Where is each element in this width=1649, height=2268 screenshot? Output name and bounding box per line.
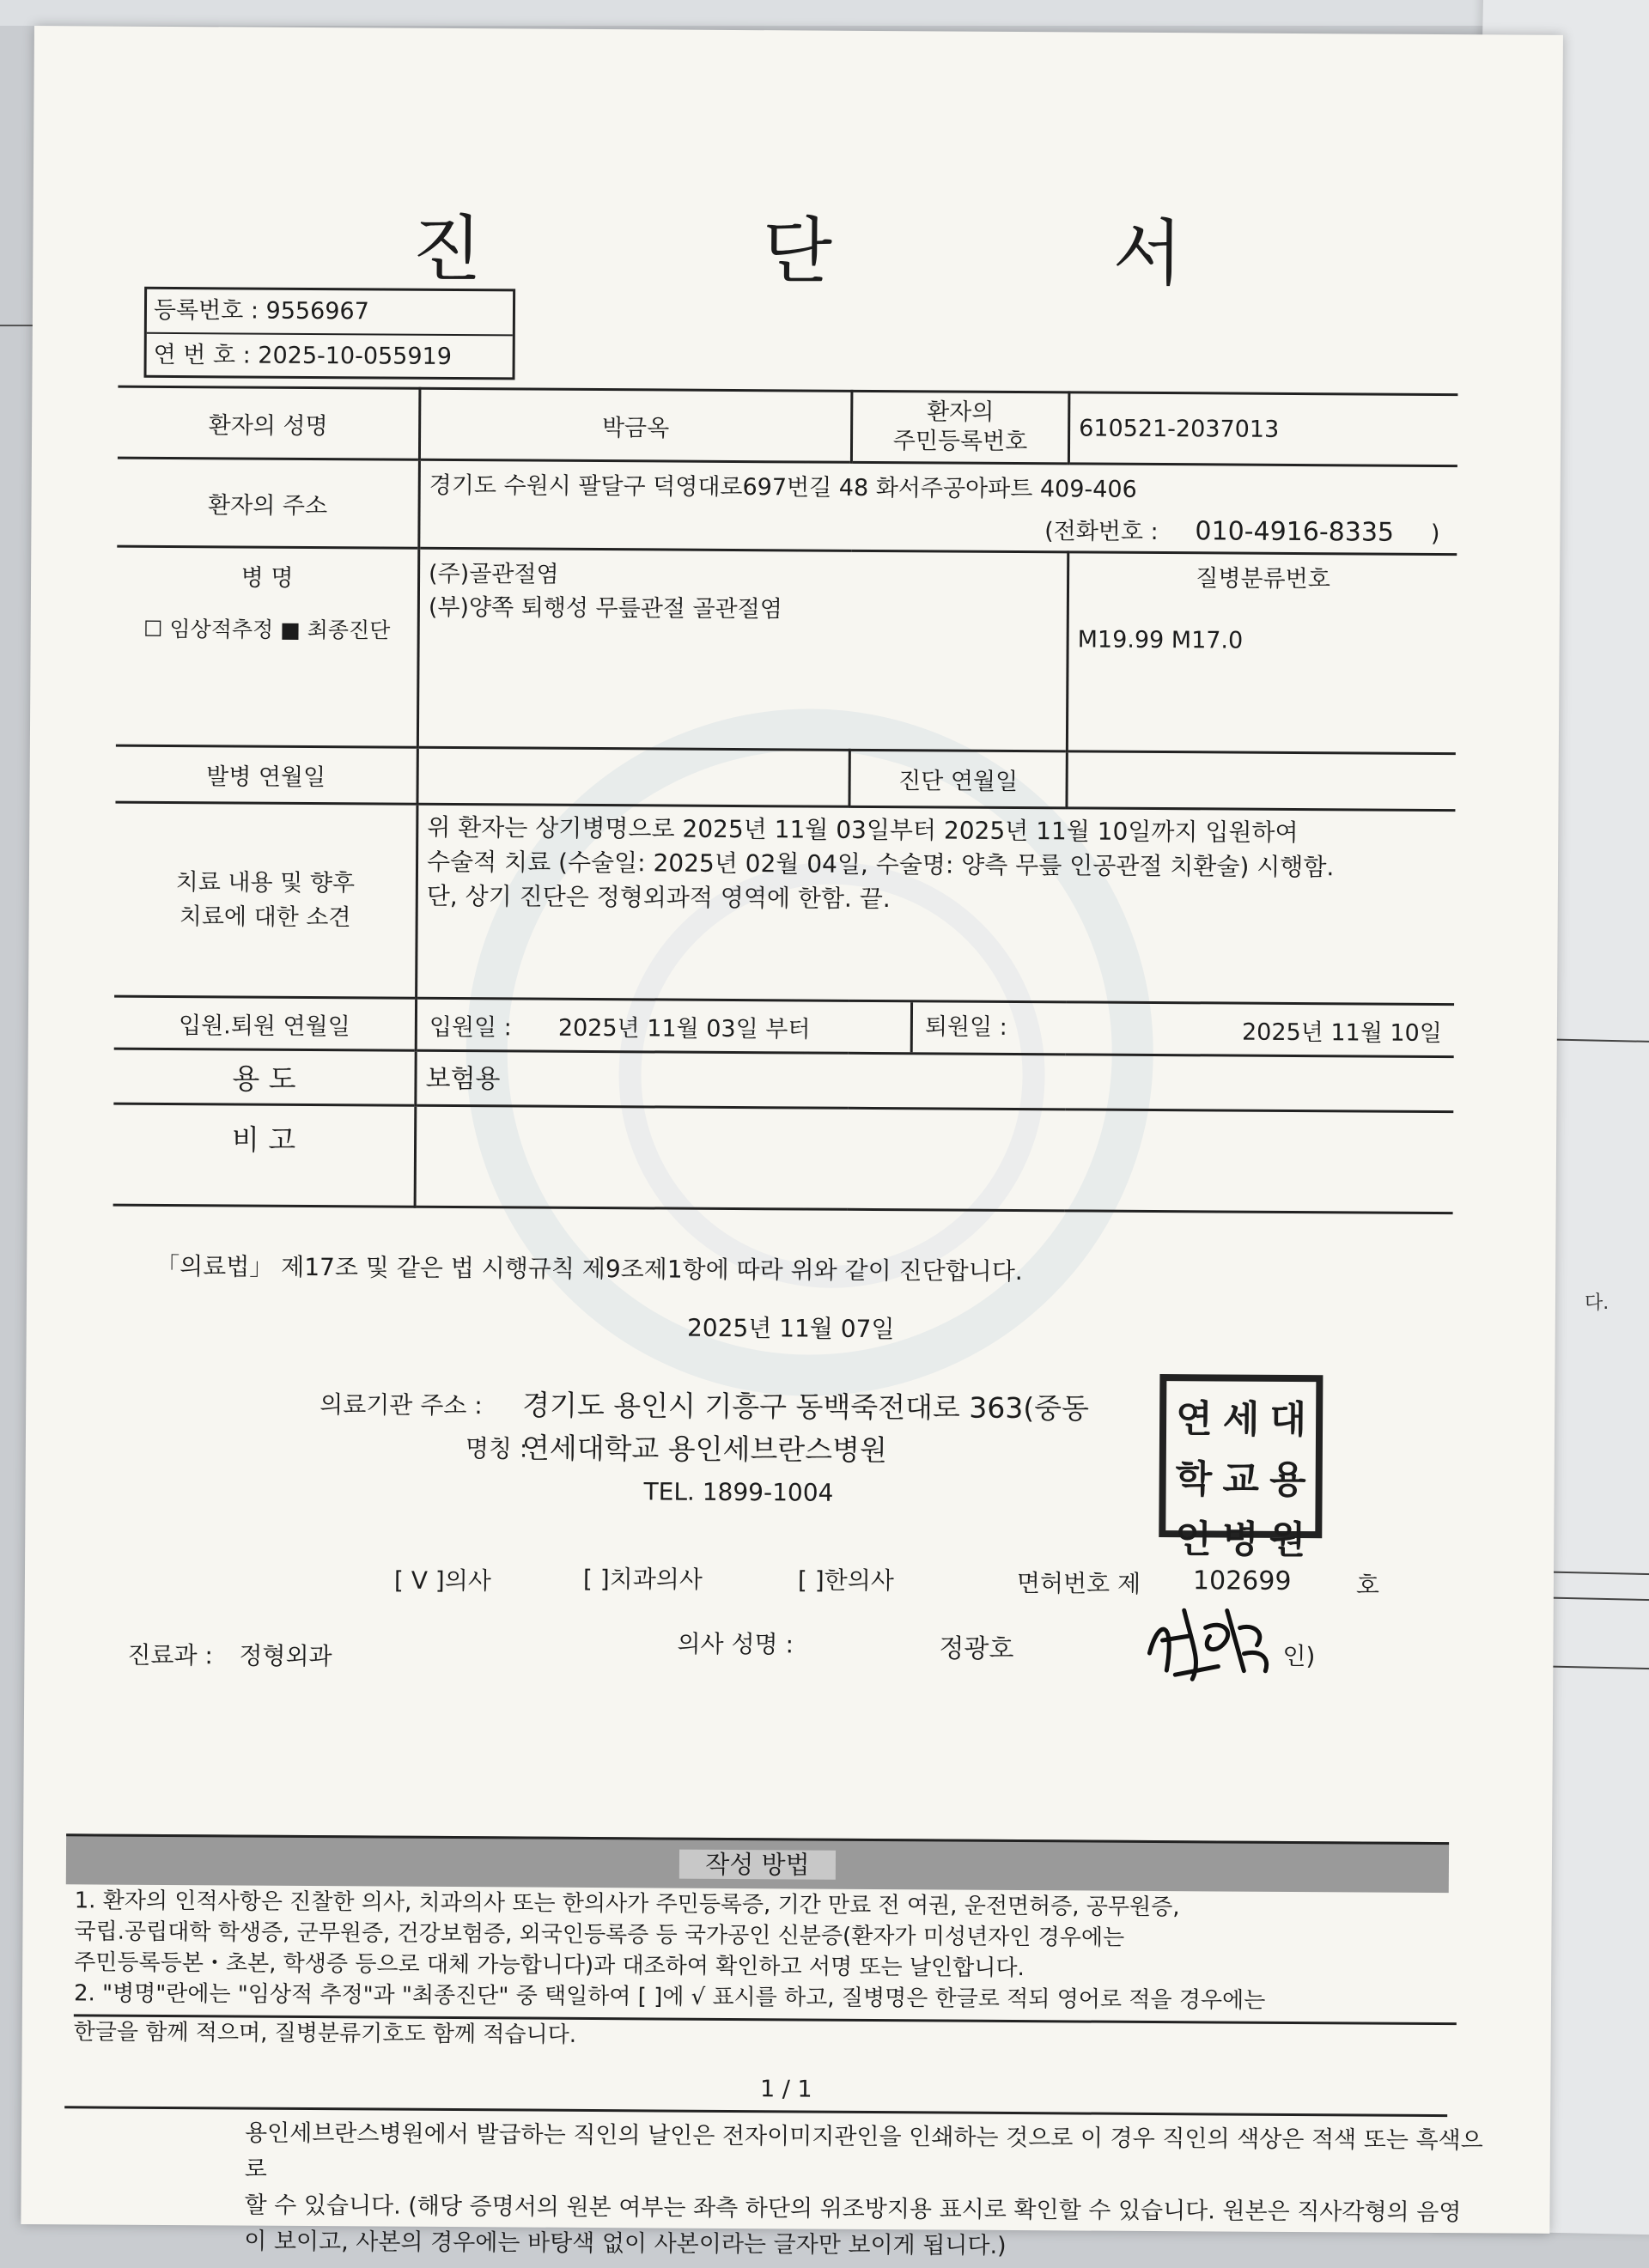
physician-label: 의사 성명 : bbox=[677, 1629, 794, 1659]
option-final-diagnosis: ■ 최종진단 bbox=[280, 617, 391, 643]
writing-guide bbox=[74, 1885, 1457, 2056]
admission-in-label: 입원일 : bbox=[429, 1013, 512, 1041]
discharge-date: 2025년 11월 10일 bbox=[1241, 1018, 1442, 1047]
diagnosis-sub: (부)양쪽 퇴행성 무릎관절 골관절염 bbox=[428, 593, 782, 623]
serial-number: 연 번 호 : 2025-10-055919 bbox=[147, 332, 513, 380]
guide-line-2: 국립.공립대학 학생증, 군무원증, 건강보험증, 외국인등록증 등 국가공인 신분증(환자가 미성년자인 경우에는 bbox=[74, 1918, 1125, 1951]
notice-line-3: 이 보이고, 사본의 경우에는 바탕색 없이 사본이라는 글자만 보이게 됩니다.) bbox=[244, 2228, 1007, 2259]
notice-line-2: 할 수 있습니다. (해당 증명서의 원본 여부는 좌측 하단의 위조방지용 표시로 확인할 수 있습니다. 원본은 직사각형의 음영 bbox=[244, 2192, 1462, 2227]
official-seal-stamp bbox=[1159, 1374, 1323, 1563]
institution-address-label: 의료기관 주소 : bbox=[319, 1390, 483, 1420]
treatment-line-1: 위 환자는 상기병명으로 2025년 11월 03일부터 2025년 11월 10일까지 입원하여 bbox=[427, 812, 1299, 848]
underlying-sheet-text: 다. bbox=[1585, 1292, 1609, 1314]
background-sheet-top bbox=[0, 0, 1649, 26]
institution-address: 경기도 용인시 기흥구 동백죽전대로 363(중동 bbox=[522, 1388, 1090, 1426]
institution-tel: TEL. 1899-1004 bbox=[643, 1477, 834, 1507]
disease-codes: M19.99 M17.0 bbox=[1077, 626, 1244, 654]
patient-name: 박금옥 bbox=[419, 388, 851, 462]
patient-address-label: 환자의 주소 bbox=[117, 458, 419, 548]
license-number-label: 면허번호 제 bbox=[1016, 1569, 1141, 1598]
patient-phone-line bbox=[429, 508, 1448, 548]
patient-phone: 010-4916-8335 bbox=[1195, 516, 1395, 548]
guide-line-4: 2. "병명"란에는 "임상적 추정"과 "최종진단" 중 택일하여 [ ]에 √ 표시를 하고, 질병명은 한글로 적되 영어로 적을 경우에는 bbox=[73, 1980, 1266, 2014]
license-doctor: [ V ]의사 bbox=[393, 1566, 491, 1596]
seal-char: 용 bbox=[1269, 1457, 1306, 1503]
admission-label: 입원.퇴원 연월일 bbox=[114, 996, 417, 1050]
purpose-value: 보험용 bbox=[416, 1050, 1454, 1111]
guide-line-3: 주민등록등본・초본, 학생증 등으로 대체 가능합니다)과 대조하여 확인하고 서명 또는 날인합니다. bbox=[74, 1949, 1025, 1982]
registration-box bbox=[143, 287, 515, 380]
diagnosis-date-label: 진단 연월일 bbox=[849, 750, 1067, 808]
phone-prefix: (전화번호 : bbox=[1044, 518, 1159, 546]
diagnosis-label-cell bbox=[116, 546, 419, 747]
license-oriental: [ ]한의사 bbox=[797, 1566, 894, 1596]
treatment-label-line-2: 치료에 대한 소견 bbox=[179, 903, 351, 931]
seal-notice bbox=[244, 2116, 1490, 2268]
phone-suffix: ) bbox=[1430, 520, 1440, 548]
diagnosis-names bbox=[417, 548, 1068, 751]
patient-address-cell bbox=[419, 459, 1457, 554]
seal-char: 원 bbox=[1269, 1517, 1306, 1563]
disease-code-label: 질병분류번호 bbox=[1196, 565, 1330, 593]
writing-guide-header bbox=[66, 1833, 1449, 1893]
patient-address: 경기도 수원시 팔달구 덕영대로697번길 48 화서주공아파트 409-406 bbox=[429, 471, 1137, 503]
remarks-value bbox=[415, 1105, 1453, 1213]
treatment-opinion bbox=[417, 804, 1456, 1004]
seal-char: 교 bbox=[1222, 1457, 1260, 1502]
license-dentist: [ ]치과의사 bbox=[582, 1564, 703, 1594]
guide-line-5: 한글을 함께 적으며, 질병분류기호도 함께 적습니다. bbox=[74, 2014, 1457, 2056]
diagnosis-date bbox=[1067, 751, 1456, 811]
page-number: 1 / 1 bbox=[759, 2076, 812, 2103]
license-suffix: 호 bbox=[1355, 1571, 1380, 1600]
diagnosis-label: 병 명 bbox=[240, 564, 294, 592]
diagnosis-certificate bbox=[21, 26, 1563, 2259]
diagnosis-main: (주)골관절염 bbox=[429, 560, 559, 588]
remarks-label: 비 고 bbox=[113, 1104, 416, 1207]
notice-line-1: 용인세브란스병원에서 발급하는 직인의 날인은 전자이미지관인을 인쇄하는 것으로 이 경우 직인의 색상은 적색 또는 흑색으로 bbox=[244, 2119, 1483, 2183]
guide-line-1: 1. 환자의 인적사항은 진찰한 의사, 치과의사 또는 한의사가 주민등록증, 기간 만료 전 여권, 운전면허증, 공무원증, bbox=[74, 1888, 1180, 1921]
treatment-label-cell bbox=[114, 802, 417, 998]
document-title: 진 단 서 bbox=[411, 206, 1312, 297]
rrn-label-line-1: 환자의 bbox=[927, 398, 995, 426]
institution-name-label: 명칭 : bbox=[465, 1434, 528, 1463]
writing-guide-title: 작성 방법 bbox=[679, 1850, 835, 1880]
institution-name: 연세대학교 용인세브란스병원 bbox=[521, 1431, 887, 1468]
admission-in-date: 2025년 11월 03일 부터 bbox=[557, 1014, 811, 1043]
treatment-line-3: 단, 상기 진단은 정형외과적 영역에 한함. 끝. bbox=[426, 881, 891, 914]
onset-date bbox=[417, 747, 849, 806]
physician-signature bbox=[1141, 1593, 1287, 1688]
legal-statement: 「의료법」 제17조 및 같은 법 시행규칙 제9조제1항에 따라 위와 같이 진단합니다. bbox=[155, 1251, 1023, 1286]
department-value: 정형외과 bbox=[239, 1641, 332, 1671]
rrn-label-line-2: 주민등록번호 bbox=[892, 428, 1028, 456]
seal-suffix: 인) bbox=[1282, 1641, 1316, 1671]
patient-rrn: 610521-2037013 bbox=[1068, 392, 1457, 466]
option-clinical-estimate: ☐ 임상적추정 bbox=[143, 616, 274, 642]
treatment-label-line-1: 치료 내용 및 향후 bbox=[175, 868, 356, 897]
disease-code-cell bbox=[1067, 552, 1457, 754]
department-label: 진료과 : bbox=[127, 1640, 213, 1670]
seal-char: 학 bbox=[1175, 1457, 1213, 1502]
purpose-label: 용 도 bbox=[113, 1049, 416, 1105]
registration-number: 등록번호 : 9556967 bbox=[153, 296, 369, 325]
treatment-line-2: 수술적 치료 (수술일: 2025년 02월 04일, 수술명: 양측 무릎 인공관절 치환술) 시행함. bbox=[426, 847, 1335, 882]
seal-char: 대 bbox=[1269, 1397, 1307, 1443]
seal-char: 연 bbox=[1176, 1397, 1213, 1442]
discharge-label: 퇴원일 : bbox=[910, 1002, 1080, 1053]
issue-date: 2025년 11월 07일 bbox=[686, 1313, 895, 1344]
seal-char: 병 bbox=[1221, 1517, 1259, 1562]
seal-char: 인 bbox=[1175, 1517, 1212, 1562]
seal-char: 세 bbox=[1222, 1397, 1260, 1442]
onset-date-label: 발병 연월일 bbox=[115, 745, 417, 804]
physician-name: 정광호 bbox=[939, 1633, 1014, 1665]
admission-dates bbox=[416, 998, 1454, 1056]
patient-name-label: 환자의 성명 bbox=[118, 386, 420, 459]
diagnosis-form-table bbox=[113, 386, 1458, 1215]
diagnosis-type-options bbox=[125, 612, 409, 645]
rrn-label bbox=[851, 391, 1069, 464]
license-number: 102699 bbox=[1192, 1566, 1292, 1596]
